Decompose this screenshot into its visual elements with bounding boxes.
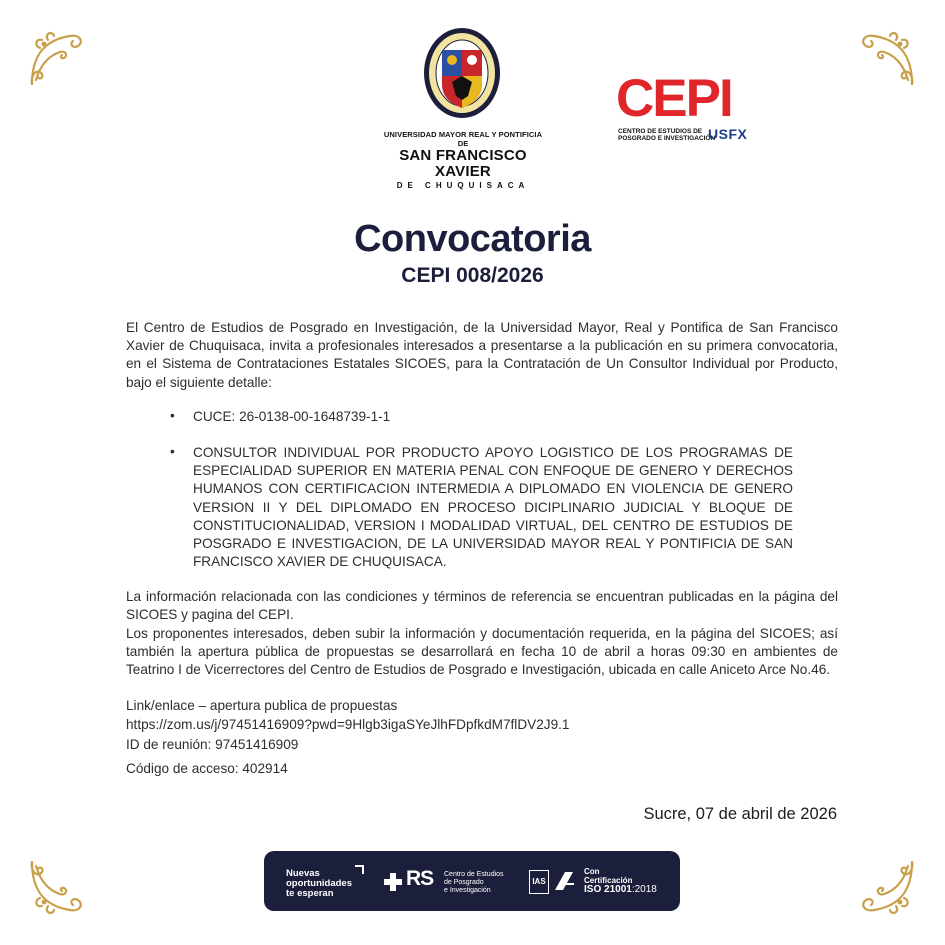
- cepi-logo: [616, 70, 756, 142]
- accreditation-mark-icon: [553, 870, 575, 892]
- cert-year: :2018: [631, 884, 657, 895]
- cepi-logo-usfx: USFX: [708, 126, 748, 142]
- footer-slogan-line1: Nuevas: [286, 868, 320, 879]
- corner-ornament-bottom-left: [26, 856, 90, 920]
- footer-rs-text-line1: Centro de Estudios: [444, 871, 504, 878]
- cepi-logo-word: CEPI: [616, 69, 732, 128]
- iso-certification: [584, 867, 657, 894]
- document-date: Sucre, 07 de abril de 2026: [643, 805, 837, 823]
- footer-rs-text-line2: de Posgrado: [444, 879, 484, 886]
- cepi-logo-subtitle-1: CENTRO DE ESTUDIOS DE: [618, 128, 703, 135]
- info-paragraph-2: Los proponentes interesados, deben subir la información y documentación requerida, en la página del SICOES; así también la apertura pública de propuestas se desarrollará en fecha 10 de abril a horas 09:30 en ambientes de Teatrino I de Vicerrectores del Centro de Estudios de Posgrado e Investigación, ubicada en calle Aniceto Arce No.46.: [126, 626, 838, 678]
- corner-arrow-icon: [354, 865, 364, 875]
- footer-rs-text-line3: e Investigación: [444, 887, 491, 894]
- footer-banner: [264, 851, 680, 911]
- footer-rs-logo: RS: [406, 867, 434, 890]
- footer-slogan-line2: oportunidades: [286, 878, 352, 889]
- info-paragraph-1: La información relacionada con las condiciones y términos de referencia se encuentran publicadas en la página del SICOES y pagina del CEPI.: [126, 589, 838, 623]
- link-label: Link/enlace – apertura publica de propuestas: [126, 698, 398, 713]
- university-name-line2: SAN FRANCISCO XAVIER: [399, 147, 527, 180]
- access-code: Código de acceso: 402914: [126, 761, 288, 776]
- bullet-dot-icon: •: [170, 408, 175, 423]
- page-title: Convocatoria: [354, 218, 591, 260]
- footer-slogan: [286, 869, 352, 899]
- footer-slogan-line3: te esperan: [286, 888, 334, 899]
- corner-ornament-top-left: [26, 26, 90, 90]
- bullet-item-description: CONSULTOR INDIVIDUAL POR PRODUCTO APOYO LOGISTICO DE LOS PROGRAMAS DE ESPECIALIDAD SUPERIOR EN MATERIA PENAL CON ENFOQUE DE GENERO Y DERECHOS HUMANOS CON CERTIFICACION INTERMEDIA A DIPLOMADO EN VIOLENCIA DE GENERO VERSION II Y DEL DIPLOMADO EN PROCESO DICIPLINARIO JUDICIAL Y BLOQUE DE CONSTITUCIONALIDAD, VERSION I MODALIDAD VIRTUAL, DEL CENTRO DE ESTUDIOS DE POSGRADO E INVESTIGACION, DE LA UNIVERSIDAD MAYOR REAL Y PONTIFICIA DE SAN FRANCISCO XAVIER DE CHUQUISACA.: [193, 445, 793, 570]
- university-name-line1: UNIVERSIDAD MAYOR REAL Y PONTIFICIA DE: [383, 130, 543, 148]
- cert-iso-line: [584, 885, 657, 894]
- bullet-item-cuce: CUCE: 26-0138-00-1648739-1-1: [193, 409, 391, 424]
- cepi-logo-subtitle-2: POSGRADO E INVESTIGACIÓN: [618, 135, 716, 142]
- cert-line2: Certificación: [584, 876, 633, 885]
- footer-rs-text: [444, 871, 504, 895]
- meeting-id: ID de reunión: 97451416909: [126, 737, 299, 752]
- meeting-link[interactable]: https://zom.us/j/97451416909?pwd=9Hlgb3igaSYeJlhFDpfkdM7flDV2J9.1: [126, 717, 570, 732]
- university-seal-logo: [422, 26, 502, 120]
- corner-ornament-top-right: [854, 26, 918, 90]
- corner-ornament-bottom-right: [854, 856, 918, 920]
- bullet-dot-icon: •: [170, 444, 175, 459]
- intro-paragraph: El Centro de Estudios de Posgrado en Investigación, de la Universidad Mayor, Real y Pontifica de San Francisco Xavier de Chuquisaca, invita a profesionales interesados a presentarse a la publicación en su primera convocatoria, en el Sistema de Contrataciones Estatales SICOES, para la Contratación de Un Consultor Individual por Producto, bajo el siguiente detalle:: [126, 320, 838, 390]
- cert-iso: ISO 21001: [584, 884, 632, 895]
- ias-badge: IAS: [529, 870, 549, 894]
- university-name-line3: DE CHUQUISACA: [396, 181, 530, 190]
- call-code: CEPI 008/2026: [401, 264, 544, 287]
- plus-cross-icon: [383, 872, 403, 892]
- university-name: [380, 130, 546, 190]
- cert-line1: Con: [584, 867, 600, 876]
